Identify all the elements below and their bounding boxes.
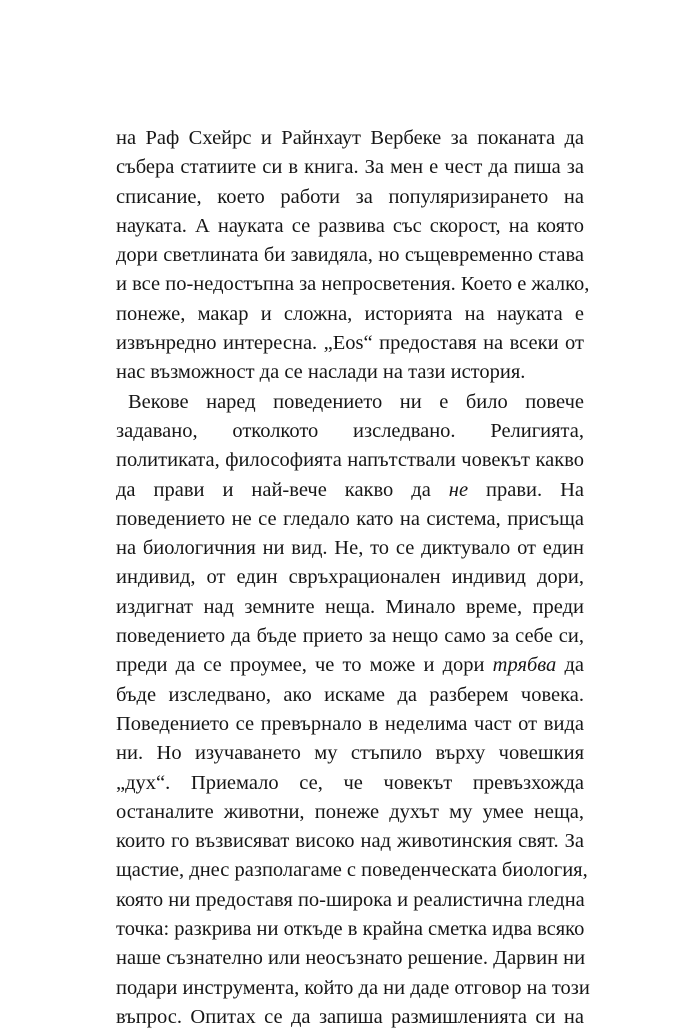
emphasis-text: трябва xyxy=(492,654,557,677)
text-line xyxy=(116,388,584,417)
body-text xyxy=(116,124,590,1032)
text-line xyxy=(116,417,584,446)
text-line xyxy=(116,153,584,182)
text-line xyxy=(116,270,590,299)
text-segment: които го възвисяват високо над животинския свят. За xyxy=(116,830,584,853)
text-segment: нас възможност да се наслади на тази история. xyxy=(116,361,526,384)
text-line xyxy=(116,886,584,915)
text-line xyxy=(116,827,584,856)
text-segment: останалите животни, понеже духът му умее неща, xyxy=(116,800,584,823)
text-line xyxy=(116,974,590,1003)
text-segment: на Раф Схейрс и Райнхаут Вербеке за поканата да xyxy=(116,127,584,149)
text-segment: „дух“. Приемало се, че човекът превъзхожда xyxy=(116,771,584,794)
text-line xyxy=(116,358,584,387)
text-line xyxy=(116,183,584,212)
text-line xyxy=(116,329,584,358)
text-segment: и все по-недостъпна за непросветения. Което е жалко, xyxy=(116,273,590,296)
text-segment: преди да се проумее, че то може и дори xyxy=(116,654,493,677)
text-segment: събера статиите си в книга. За мен е чест да пиша за xyxy=(116,156,584,179)
text-segment: задавано, отколкото изследвано. Религията, xyxy=(116,419,584,442)
text-segment: индивид, от един свръхрационален индивид дори, xyxy=(116,566,584,589)
text-segment: бъде изследвано, ако искаме да разберем човека. xyxy=(116,683,584,706)
emphasis-text: не xyxy=(448,478,469,501)
document-page xyxy=(116,124,590,1032)
text-segment: прави. На xyxy=(468,478,585,501)
text-segment: въпрос. Опитах се да запиша размишленията си на xyxy=(116,1005,584,1028)
text-segment: дори светлината би завидяла, но същевременно става xyxy=(116,244,584,267)
text-segment: извънредно интересна. „Eos“ предоставя на всеки от xyxy=(116,332,584,355)
text-segment: поведението да бъде прието за нещо само за себе си, xyxy=(116,625,584,648)
text-line xyxy=(116,944,584,973)
text-line xyxy=(116,300,584,329)
text-line xyxy=(116,769,584,798)
text-line xyxy=(116,915,584,944)
text-segment: науката. А науката се развива със скорост, на която xyxy=(116,214,584,237)
text-segment: списание, което работи за популяризирането на xyxy=(116,185,584,208)
text-line xyxy=(116,1003,584,1032)
text-line xyxy=(116,593,584,622)
text-line xyxy=(116,681,584,710)
paragraph xyxy=(116,124,590,388)
text-segment: точка: разкрива ни откъде в крайна сметка идва всяко xyxy=(116,918,585,941)
text-segment: понеже, макар и сложна, историята на науката е xyxy=(116,302,584,325)
text-segment: подари инструмента, който да ни даде отговор на този xyxy=(116,976,590,999)
text-line xyxy=(116,651,584,680)
text-line xyxy=(116,505,584,534)
text-segment: Векове наред поведението ни е било повече xyxy=(128,390,584,413)
text-segment: наше съзнателно или неосъзнато решение. Дарвин ни xyxy=(116,947,586,970)
text-segment: Поведението се превърнало в неделима част от вида xyxy=(116,712,584,735)
text-segment: щастие, днес разполагаме с поведенческата биология, xyxy=(116,859,588,882)
text-line xyxy=(116,124,584,153)
text-line xyxy=(116,241,584,270)
text-line xyxy=(116,798,584,827)
text-line xyxy=(116,446,584,475)
text-segment: политиката, философията напътствали човекът какво xyxy=(116,449,584,472)
text-segment: издигнат над земните неща. Минало време, преди xyxy=(116,595,584,618)
text-segment: да xyxy=(556,654,584,677)
text-line xyxy=(116,476,584,505)
text-segment: която ни предоставя по-широка и реалистична гледна xyxy=(116,888,585,911)
text-segment: да прави и най-вече какво да xyxy=(116,478,449,501)
text-line xyxy=(116,534,584,563)
text-line xyxy=(116,212,584,241)
text-line xyxy=(116,856,588,885)
text-segment: на биологичния ни вид. Не, то се диктувало от един xyxy=(116,537,584,560)
paragraph xyxy=(116,388,590,1032)
text-segment: поведението не се гледало като на система, присъща xyxy=(116,507,584,530)
text-line xyxy=(116,563,584,592)
text-line xyxy=(116,739,584,768)
text-segment: ни. Но изучаването му стъпило върху човешкия xyxy=(116,742,584,765)
text-line xyxy=(116,710,584,739)
text-line xyxy=(116,622,584,651)
